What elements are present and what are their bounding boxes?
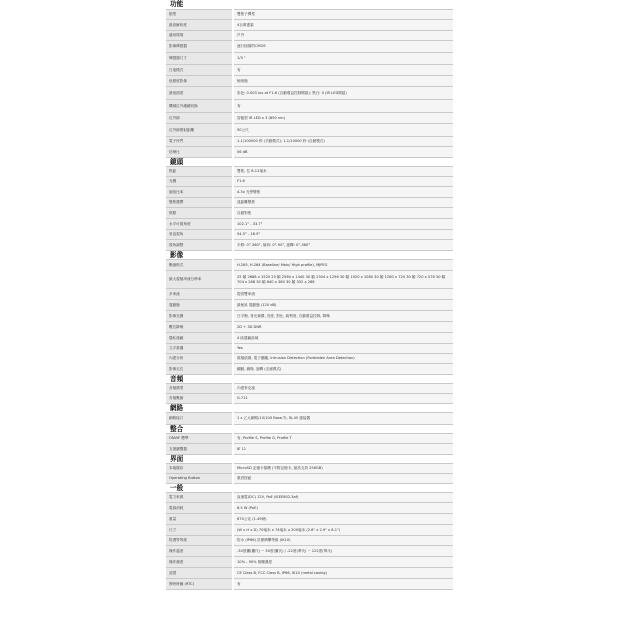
spec-row xyxy=(166,568,453,579)
spec-label: 類型 xyxy=(166,10,233,20)
spec-row xyxy=(166,87,453,100)
spec-label: 實時時鐘 (RTC) xyxy=(166,579,233,590)
spec-value: 逐行掃描的CMOS xyxy=(233,41,453,53)
spec-row xyxy=(166,493,453,503)
spec-value: -30度攝(攝氏) ~ 50度(攝氏) / -22度(華氏) ~ 122度(華氏) xyxy=(233,546,453,557)
spec-value: 4 區隱蔽區域 xyxy=(233,333,453,344)
spec-row xyxy=(166,444,453,455)
spec-label: 本地儲存 xyxy=(166,464,233,474)
spec-value: 有 xyxy=(233,65,453,76)
spec-value: F1.6 xyxy=(233,177,453,187)
spec-value: 50公尺 xyxy=(233,124,453,137)
spec-value: 1/3 " xyxy=(233,53,453,65)
spec-label: 內建分析 xyxy=(166,354,233,364)
spec-row xyxy=(166,20,453,31)
section-title: 網路 xyxy=(170,404,184,412)
spec-label: 網路接口 xyxy=(166,413,233,425)
spec-table xyxy=(166,433,453,455)
spec-row xyxy=(166,514,453,525)
spec-label: 日夜模式 xyxy=(166,65,233,76)
spec-table xyxy=(166,166,453,251)
spec-row xyxy=(166,394,453,404)
spec-value: 6.5 W (PoE) xyxy=(233,503,453,514)
spec-label: 電子快門 xyxy=(166,137,233,147)
spec-label: 光圈 xyxy=(166,177,233,187)
spec-section xyxy=(166,251,453,375)
spec-value: 有, Profile S, Profile G, Profile T xyxy=(233,434,453,444)
spec-row xyxy=(166,434,453,444)
spec-label: 寬動態 xyxy=(166,300,233,311)
spec-row xyxy=(166,219,453,230)
spec-table xyxy=(166,383,453,404)
spec-label: 適用環境 xyxy=(166,31,233,41)
spec-row xyxy=(166,364,453,375)
spec-label: 音頻壓縮 xyxy=(166,394,233,404)
spec-row xyxy=(166,333,453,344)
spec-value: 彩色: 0.003 lux at F1.6 (自動增益控制開啟); 黑白: 0 (IR LED開啟) xyxy=(233,87,453,100)
spec-label: 電源消耗 xyxy=(166,503,233,514)
spec-value: 最極致 寬動態 (120 dB) xyxy=(233,300,453,311)
spec-value: 遠距離變焦 xyxy=(233,198,453,208)
spec-row xyxy=(166,76,453,87)
spec-value: 提供雙串流 xyxy=(233,289,453,300)
spec-label: 最大視頻串流分辨率 xyxy=(166,271,233,289)
spec-section xyxy=(166,375,453,404)
spec-value: 內建麥克風 xyxy=(233,384,453,394)
spec-label: 低照度影像 xyxy=(166,76,233,87)
spec-row xyxy=(166,260,453,271)
spec-row xyxy=(166,31,453,41)
spec-value: 25 幀 2688 x 1520 25 幀 2560 x 1440 30 幀 2304 x 1296 30 幀 1920 x 1080 30 幀 1280 x 720 30 幀 720 x 576 30 幀 704 x 288 30 幀 640 x 360 30 幀 352 x 288 xyxy=(233,271,453,289)
spec-label: 影像光圈 xyxy=(166,311,233,322)
spec-row xyxy=(166,384,453,394)
spec-sheet xyxy=(166,0,453,590)
section-title: 整合 xyxy=(170,425,184,433)
spec-table xyxy=(166,412,453,425)
spec-label: 壓縮格式 xyxy=(166,260,233,271)
spec-row xyxy=(166,413,453,425)
spec-value: 白平衡, 背光補償, 亮度, 對比, 銳利度, 自動增益控制, 降噪 xyxy=(233,311,453,322)
spec-row xyxy=(166,124,453,137)
spec-value: 智能型 IR LED x 3 (850 nm) xyxy=(233,113,453,124)
spec-label: 視角調整 xyxy=(166,240,233,251)
spec-value: 56 dB xyxy=(233,147,453,158)
spec-value: CE Class B, FCC Class B, IP66, IK10 (metal casing) xyxy=(233,568,453,579)
spec-label: 影像走位 xyxy=(166,364,233,375)
spec-label: 隱私遮蔽 xyxy=(166,333,233,344)
spec-section xyxy=(166,455,453,484)
spec-value: H.265, H.264 (Baseline/ Main/ High profile), MJPEG xyxy=(233,260,453,271)
spec-value: G.711 xyxy=(233,394,453,404)
spec-row xyxy=(166,230,453,240)
spec-row xyxy=(166,503,453,514)
spec-label: 文字重疊 xyxy=(166,344,233,354)
spec-row xyxy=(166,300,453,311)
spec-label: 傳感器尺寸 xyxy=(166,53,233,65)
spec-label: 紅外線 xyxy=(166,113,233,124)
spec-value: 有 xyxy=(233,100,453,113)
spec-row xyxy=(166,208,453,219)
spec-label: 信噪比 xyxy=(166,147,233,158)
section-title: 功能 xyxy=(170,0,184,8)
spec-row xyxy=(166,474,453,484)
spec-value: 自動對焦 xyxy=(233,208,453,219)
spec-value: 雙焦, 位 8-12毫米 xyxy=(233,167,453,177)
spec-row xyxy=(166,10,453,20)
section-title: 一般 xyxy=(170,484,184,492)
spec-label: 數位降噪 xyxy=(166,322,233,333)
spec-section xyxy=(166,484,453,590)
spec-label: 縮放比率 xyxy=(166,187,233,198)
spec-row xyxy=(166,187,453,198)
spec-value: 重設按鈕 xyxy=(233,474,453,484)
spec-label: 紅外線照射距離 xyxy=(166,124,233,137)
spec-value: 10% - 90% 相關濕度 xyxy=(233,557,453,568)
spec-value: 670公克 (1.49磅) xyxy=(233,514,453,525)
spec-table xyxy=(166,463,453,484)
spec-value: 4百萬畫素 xyxy=(233,20,453,31)
spec-label: 最高解析度 xyxy=(166,20,233,31)
spec-row xyxy=(166,546,453,557)
spec-label: 操作溫度 xyxy=(166,546,233,557)
spec-value: 102.1° - 33.7° xyxy=(233,219,453,230)
spec-label: ONVIF 標準 xyxy=(166,434,233,444)
spec-row xyxy=(166,536,453,546)
spec-label: 操作濕度 xyxy=(166,557,233,568)
spec-row xyxy=(166,53,453,65)
spec-value: 直流電(DC) 12V, PoE (IEEE802.3af) xyxy=(233,493,453,503)
spec-label: 影像傳感器 xyxy=(166,41,233,53)
spec-value: 54.5° - 18.9° xyxy=(233,230,453,240)
spec-value: 翻動, 鏡像, 旋轉 (走廊模式) xyxy=(233,364,453,375)
spec-label: 垂直視角 xyxy=(166,230,233,240)
spec-value: 4.3x 光學變焦 xyxy=(233,187,453,198)
spec-row xyxy=(166,464,453,474)
spec-section xyxy=(166,425,453,455)
spec-row xyxy=(166,113,453,124)
spec-label: 焦點 xyxy=(166,208,233,219)
spec-label: 變焦選擇 xyxy=(166,198,233,208)
spec-row xyxy=(166,289,453,300)
spec-value: 1 x 乙太網路(10/100 Base-T), RJ-45 連接器 xyxy=(233,413,453,425)
spec-label: 尺寸 xyxy=(166,525,233,536)
section-title: 界面 xyxy=(170,455,184,463)
spec-row xyxy=(166,322,453,333)
spec-value: (W x H x D) 70毫米 x 74毫米 x 200毫米 (2.8" x 2.9" x 8.1") xyxy=(233,525,453,536)
spec-value: Yes xyxy=(233,344,453,354)
spec-value: MicroSD 記憶卡插槽 (不附記憶卡, 最高支持 256GB) xyxy=(233,464,453,474)
spec-row xyxy=(166,579,453,590)
spec-table xyxy=(166,259,453,375)
spec-label: Operating Button xyxy=(166,474,233,484)
spec-label: 電力來源 xyxy=(166,493,233,503)
section-title: 影像 xyxy=(170,251,184,259)
spec-value: 視頻偵測, 電子圍籬, Intrusion Detection (Forbidden Area Detection) xyxy=(233,354,453,364)
spec-section xyxy=(166,404,453,425)
spec-label: 支援瀏覽器 xyxy=(166,444,233,455)
spec-label: 防護等等級 xyxy=(166,536,233,546)
spec-label: 焦距 xyxy=(166,167,233,177)
spec-value: 雙焦子彈型 xyxy=(233,10,453,20)
spec-label: 最低照度 xyxy=(166,87,233,100)
spec-label: 重量 xyxy=(166,514,233,525)
spec-value: 防水 (IP66) 抗暴衝擊等級 (IK10) xyxy=(233,536,453,546)
spec-label: 機械紅外濾鏡切換 xyxy=(166,100,233,113)
spec-table xyxy=(166,9,453,158)
spec-row xyxy=(166,147,453,158)
spec-value: 戶外 xyxy=(233,31,453,41)
spec-label: 音頻類型 xyxy=(166,384,233,394)
spec-row xyxy=(166,240,453,251)
spec-row xyxy=(166,100,453,113)
spec-value: IE 11 xyxy=(233,444,453,455)
section-title: 鏡頭 xyxy=(170,158,184,166)
spec-value: 2D + 3D DNR xyxy=(233,322,453,333)
spec-row xyxy=(166,311,453,322)
spec-row xyxy=(166,525,453,536)
spec-row xyxy=(166,137,453,147)
spec-label: 水平可視角度 xyxy=(166,219,233,230)
spec-row xyxy=(166,198,453,208)
spec-table xyxy=(166,492,453,590)
spec-value: 極暗態 xyxy=(233,76,453,87)
spec-row xyxy=(166,557,453,568)
spec-row xyxy=(166,167,453,177)
spec-row xyxy=(166,65,453,76)
spec-section xyxy=(166,158,453,251)
spec-row xyxy=(166,354,453,364)
section-title: 音頻 xyxy=(170,375,184,383)
spec-row xyxy=(166,41,453,53)
spec-section xyxy=(166,0,453,158)
spec-row xyxy=(166,271,453,289)
spec-row xyxy=(166,177,453,187)
spec-value: 有 xyxy=(233,579,453,590)
spec-label: 多串流 xyxy=(166,289,233,300)
spec-value: 平移: 0°-360°, 傾斜: 0°-90°, 旋轉: 0°-360° xyxy=(233,240,453,251)
spec-label: 認證 xyxy=(166,568,233,579)
spec-value: 1-1/100000 秒 (手動模式); 1-1/10000 秒 (自動模式) xyxy=(233,137,453,147)
spec-row xyxy=(166,344,453,354)
